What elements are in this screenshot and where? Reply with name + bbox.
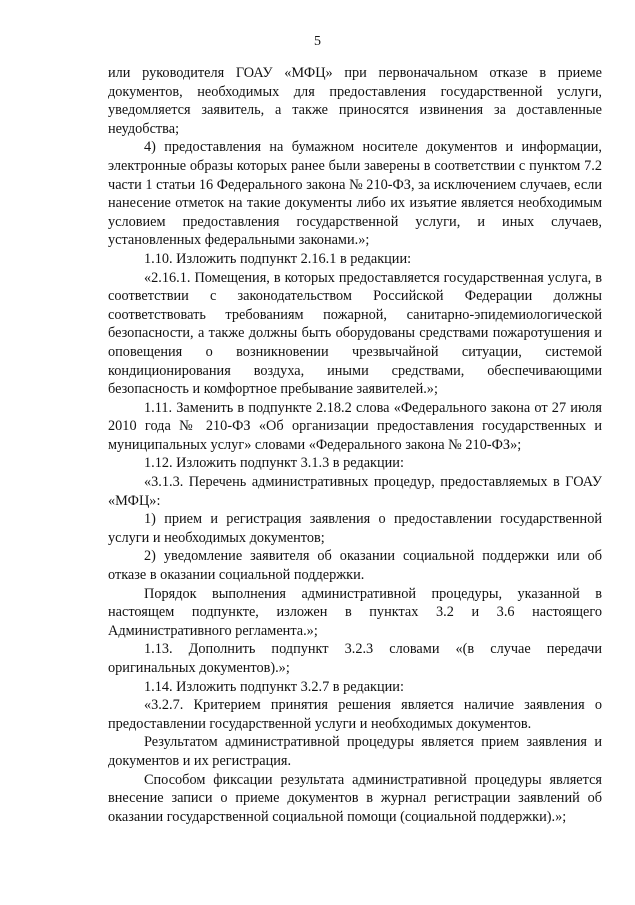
paragraph: 1) прием и регистрация заявления о предоставлении государственной услуги и необходимых документов; (108, 511, 602, 546)
paragraph: 1.12. Изложить подпункт 3.1.3 в редакции: (144, 455, 404, 472)
paragraph: 1.13. Дополнить подпункт 3.2.3 словами «(в случае передачи оригинальных документов).»; (108, 641, 602, 676)
page-number: 5 (314, 34, 321, 49)
paragraph: 2) уведомление заявителя об оказании социальной поддержки или об отказе в оказании социальной поддержки. (108, 548, 602, 584)
paragraph: 1.11. Заменить в подпункте 2.18.2 слова «Федерального закона от 27 июля 2010 года № 210-ФЗ «Об организации предоставления государственных и муниципальных услуг» словами «Федерального закона № 210-ФЗ»; (108, 399, 602, 453)
paragraph: или руководителя ГОАУ «МФЦ» при первоначальном отказе в приеме документов, необходимых для предоставления государственной услуги, уведомляется заявитель, а также приносятся извинения за доставленные неудобства; (108, 65, 602, 137)
document-body (108, 64, 602, 826)
paragraph: 1.14. Изложить подпункт 3.2.7 в редакции: (144, 678, 404, 695)
paragraph: «3.1.3. Перечень административных процедур, предоставляемых в ГОАУ «МФЦ»: (108, 474, 602, 509)
paragraph: Результатом административной процедуры является прием заявления и документов и их регистрация. (108, 734, 602, 769)
paragraph: «3.2.7. Критерием принятия решения является наличие заявления о предоставлении государственной услуги и необходимых документов. (108, 697, 602, 732)
paragraph: Способом фиксации результата административной процедуры является внесение записи о приеме документов в журнал регистрации заявлений об оказании государственной социальной помощи (социальной поддержки).»; (108, 771, 602, 825)
paragraph: «2.16.1. Помещения, в которых предоставляется государственная услуга, в соответствии с законодательством Российской Федерации должны соответствовать требованиям пожарной, санитарно-эпидемиологической безопасности, а также должны быть оборудованы средствами пожаротушения и оповещения о возникновении чрезвычайной ситуации, системой кондиционирования воздуха, иными средствами, обеспечивающими безопасность и комфортное пребывание заявителей.»; (108, 269, 602, 398)
paragraph: 4) предоставления на бумажном носителе документов и информации, электронные образы которых ранее были заверены в соответствии с пунктом 7.2 части 1 статьи 16 Федерального закона № 210-ФЗ, за исключением случаев, если нанесение отметок на такие документы либо их изъятие является необходимым условием предоставления государственной услуги, и иных случаев, установленных федеральными законами.»; (108, 139, 602, 249)
paragraph: 1.10. Изложить подпункт 2.16.1 в редакции: (144, 250, 412, 267)
paragraph: Порядок выполнения административной процедуры, указанной в настоящем подпункте, изложен в пунктах 3.2 и 3.6 настоящего Административного регламента.»; (108, 585, 602, 639)
